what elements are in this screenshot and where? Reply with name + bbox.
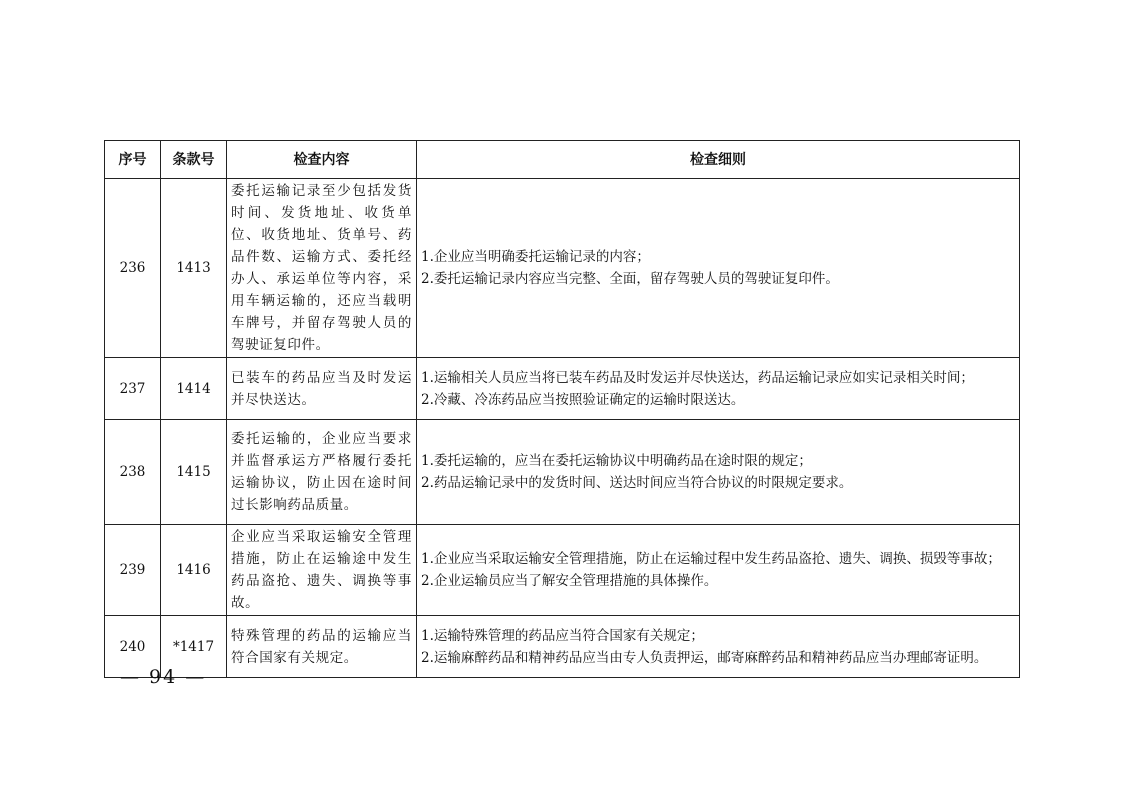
- row-content: 委托运输记录至少包括发货时间、发货地址、收货单位、收货地址、货单号、药品件数、运输方式、委托经办人、承运单位等内容，采用车辆运输的，还应当载明车牌号，并留存驾驶人员的驾驶证复印件。: [227, 179, 417, 358]
- row-content: 委托运输的，企业应当要求并监督承运方严格履行委托运输协议，防止因在途时间过长影响药品质量。: [227, 420, 417, 525]
- detail-line: 1.企业应当采取运输安全管理措施，防止在运输过程中发生药品盗抢、遗失、调换、损毁等事故；: [421, 551, 1001, 567]
- detail-line: 2.运输麻醉药品和精神药品应当由专人负责押运，邮寄麻醉药品和精神药品应当办理邮寄证明。: [421, 649, 988, 666]
- row-content: 已装车的药品应当及时发运并尽快送达。: [227, 358, 417, 420]
- page-number: — 94 —: [120, 666, 207, 688]
- row-seq: 239: [105, 525, 161, 616]
- detail-line: 1.委托运输的，应当在委托运输协议中明确药品在途时限的规定；: [421, 453, 812, 469]
- row-seq: 238: [105, 420, 161, 525]
- table-header-row: [105, 141, 1020, 179]
- detail-line: 1.企业应当明确委托运输记录的内容；: [421, 249, 650, 265]
- header-content: 检查内容: [227, 141, 417, 179]
- row-clause: 1413: [161, 179, 227, 358]
- header-seq: 序号: [105, 141, 161, 179]
- row-clause: 1414: [161, 358, 227, 420]
- header-details: 检查细则: [417, 141, 1020, 179]
- detail-line: 2.企业运输员应当了解安全管理措施的具体操作。: [421, 573, 718, 589]
- table-row: [105, 358, 1020, 420]
- table-row: [105, 616, 1020, 678]
- row-clause: 1415: [161, 420, 227, 525]
- table-row: [105, 525, 1020, 616]
- row-details: [417, 179, 1020, 358]
- row-seq: 236: [105, 179, 161, 358]
- inspection-table: [104, 140, 1020, 678]
- row-seq: 240: [105, 616, 161, 678]
- row-details: [417, 358, 1020, 420]
- table-row: [105, 179, 1020, 358]
- row-details: [417, 525, 1020, 616]
- detail-line: 1.运输特殊管理的药品应当符合国家有关规定；: [421, 627, 704, 644]
- row-content: 企业应当采取运输安全管理措施，防止在运输途中发生药品盗抢、遗失、调换等事故。: [227, 525, 417, 616]
- row-clause: *1417: [161, 616, 227, 678]
- row-details: [417, 616, 1020, 678]
- detail-line: 2.冷藏、冷冻药品应当按照验证确定的运输时限送达。: [421, 391, 745, 408]
- row-clause: 1416: [161, 525, 227, 616]
- header-clause: 条款号: [161, 141, 227, 179]
- row-details: [417, 420, 1020, 525]
- table-row: [105, 420, 1020, 525]
- row-content: 特殊管理的药品的运输应当符合国家有关规定。: [227, 616, 417, 678]
- detail-line: 2.药品运输记录中的发货时间、送达时间应当符合协议的时限规定要求。: [421, 475, 853, 491]
- detail-line: 1.运输相关人员应当将已装车药品及时发运并尽快送达，药品运输记录应如实记录相关时间；: [421, 369, 974, 386]
- detail-line: 2.委托运输记录内容应当完整、全面，留存驾驶人员的驾驶证复印件。: [421, 271, 839, 287]
- row-seq: 237: [105, 358, 161, 420]
